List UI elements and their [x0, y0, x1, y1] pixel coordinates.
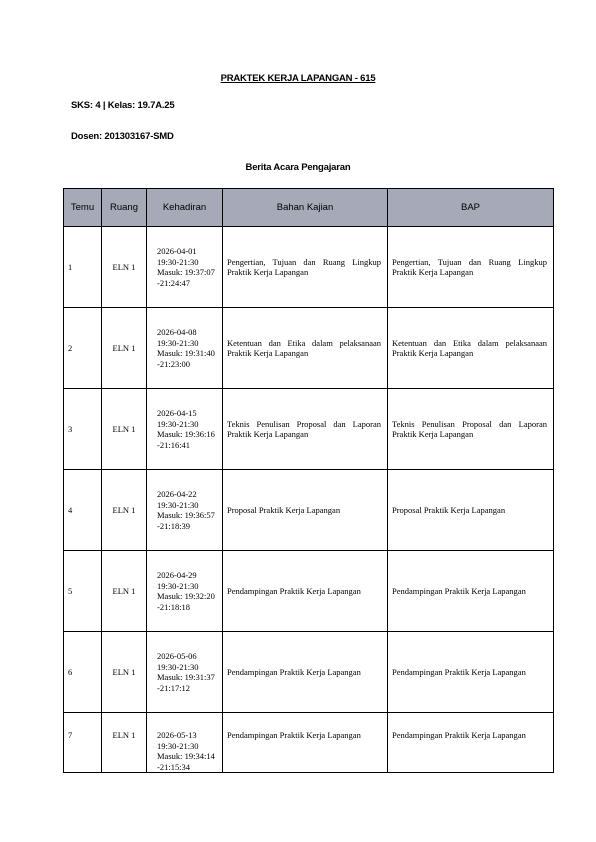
kehadiran-line: Masuk: 19:37:07 — [157, 267, 215, 277]
kehadiran-cell — [147, 713, 223, 773]
ruang-cell: ELN 1 — [102, 389, 147, 470]
temu-cell: 4 — [64, 470, 102, 551]
bap-cell: Ketentuan dan Etika dalam pelaksanaan Praktik Kerja Lapangan — [388, 308, 554, 389]
header-kehadiran: Kehadiran — [147, 189, 223, 227]
kehadiran-line: 2026-04-01 — [157, 246, 197, 256]
lecturer-line: Dosen: 201303167-SMD — [71, 131, 174, 142]
attendance-table — [63, 188, 554, 773]
kehadiran-line: 19:30-21:30 — [157, 580, 199, 591]
table-row — [64, 227, 554, 308]
kehadiran-line: 2026-05-06 — [157, 651, 197, 661]
kehadiran-line: -21:24:47 — [157, 277, 191, 288]
temu-cell: 2 — [64, 308, 102, 389]
bap-cell: Pendampingan Praktik Kerja Lapangan — [388, 713, 554, 773]
sks-class-line: SKS: 4 | Kelas: 19.7A.25 — [71, 100, 175, 111]
kehadiran-line: 2026-05-13 — [157, 730, 197, 740]
kehadiran-cell — [147, 227, 223, 308]
bahan-kajian-cell: Ketentuan dan Etika dalam pelaksanaan Praktik Kerja Lapangan — [223, 308, 388, 389]
bahan-kajian-cell: Proposal Praktik Kerja Lapangan — [223, 470, 388, 551]
ruang-cell: ELN 1 — [102, 470, 147, 551]
kehadiran-cell — [147, 308, 223, 389]
table-row — [64, 470, 554, 551]
temu-cell: 7 — [64, 713, 102, 773]
temu-cell: 1 — [64, 227, 102, 308]
kehadiran-cell — [147, 551, 223, 632]
kehadiran-line: 19:30-21:30 — [157, 337, 199, 348]
temu-cell: 6 — [64, 632, 102, 713]
header-ruang: Ruang — [102, 189, 147, 227]
kehadiran-cell — [147, 470, 223, 551]
bahan-kajian-cell: Pengertian, Tujuan dan Ruang Lingkup Praktik Kerja Lapangan — [223, 227, 388, 308]
kehadiran-line: 2026-04-22 — [157, 489, 197, 499]
course-title: PRAKTEK KERJA LAPANGAN - 615 — [220, 73, 376, 84]
kehadiran-line: 19:30-21:30 — [157, 256, 199, 267]
ruang-cell: ELN 1 — [102, 308, 147, 389]
bap-cell: Teknis Penulisan Proposal dan Laporan Praktik Kerja Lapangan — [388, 389, 554, 470]
bahan-kajian-cell: Teknis Penulisan Proposal dan Laporan Praktik Kerja Lapangan — [223, 389, 388, 470]
header-bap: BAP — [388, 189, 554, 227]
bap-cell: Pendampingan Praktik Kerja Lapangan — [388, 632, 554, 713]
ruang-cell: ELN 1 — [102, 632, 147, 713]
kehadiran-line: -21:17:12 — [157, 682, 191, 693]
table-header-row — [64, 189, 554, 227]
kehadiran-line: 19:30-21:30 — [157, 661, 199, 672]
kehadiran-line: 2026-04-29 — [157, 570, 197, 580]
kehadiran-cell — [147, 632, 223, 713]
header-temu: Temu — [64, 189, 102, 227]
table-row — [64, 308, 554, 389]
kehadiran-line: Masuk: 19:31:40 — [157, 348, 215, 358]
kehadiran-line: 2026-04-08 — [157, 327, 197, 337]
bap-cell: Pengertian, Tujuan dan Ruang Lingkup Praktik Kerja Lapangan — [388, 227, 554, 308]
kehadiran-line: 2026-04-15 — [157, 408, 197, 418]
bahan-kajian-cell: Pendampingan Praktik Kerja Lapangan — [223, 713, 388, 773]
kehadiran-line: 19:30-21:30 — [157, 740, 199, 751]
kehadiran-line: Masuk: 19:34:14 — [157, 751, 215, 761]
table-row — [64, 389, 554, 470]
kehadiran-line: -21:16:41 — [157, 439, 191, 450]
ruang-cell: ELN 1 — [102, 551, 147, 632]
ruang-cell: ELN 1 — [102, 227, 147, 308]
kehadiran-line: Masuk: 19:36:57 — [157, 510, 215, 520]
kehadiran-line: -21:15:34 — [157, 761, 191, 772]
kehadiran-cell — [147, 389, 223, 470]
kehadiran-line: -21:18:39 — [157, 520, 191, 531]
table-row — [64, 551, 554, 632]
kehadiran-line: Masuk: 19:31:37 — [157, 672, 215, 682]
section-title: Berita Acara Pengajaran — [245, 162, 351, 173]
table-row — [64, 632, 554, 713]
kehadiran-line: -21:18:18 — [157, 601, 191, 612]
bahan-kajian-cell: Pendampingan Praktik Kerja Lapangan — [223, 551, 388, 632]
kehadiran-line: Masuk: 19:32:20 — [157, 591, 215, 601]
bap-cell: Proposal Praktik Kerja Lapangan — [388, 470, 554, 551]
ruang-cell: ELN 1 — [102, 713, 147, 773]
header-bahan-kajian: Bahan Kajian — [223, 189, 388, 227]
kehadiran-line: 19:30-21:30 — [157, 499, 199, 510]
bap-cell: Pendampingan Praktik Kerja Lapangan — [388, 551, 554, 632]
kehadiran-line: -21:23:00 — [157, 358, 191, 369]
temu-cell: 3 — [64, 389, 102, 470]
kehadiran-line: 19:30-21:30 — [157, 418, 199, 429]
temu-cell: 5 — [64, 551, 102, 632]
table-row — [64, 713, 554, 773]
kehadiran-line: Masuk: 19:36:16 — [157, 429, 215, 439]
bahan-kajian-cell: Pendampingan Praktik Kerja Lapangan — [223, 632, 388, 713]
